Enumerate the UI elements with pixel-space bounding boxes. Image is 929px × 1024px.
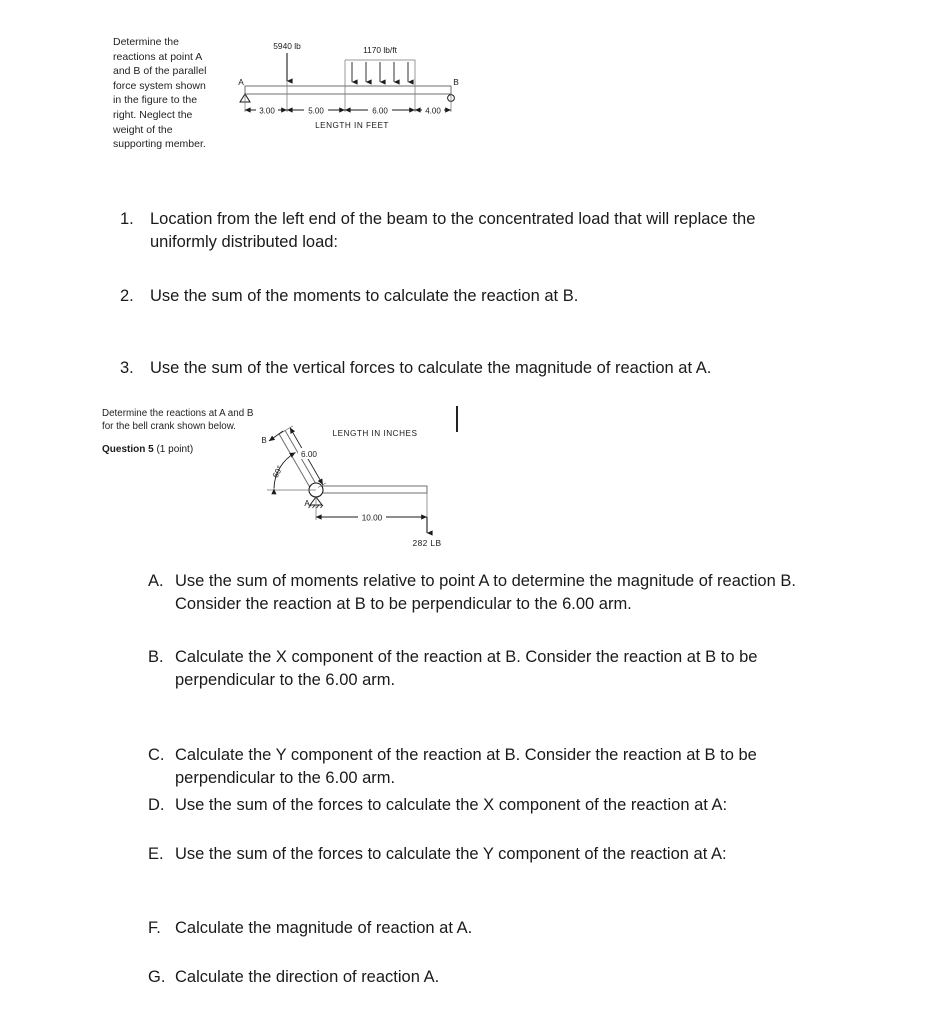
question-item-2 — [120, 285, 880, 308]
problem-2-prompt-text: Determine the reactions at A and B for the bell crank shown below. — [102, 408, 254, 433]
point-b-label: B — [261, 436, 267, 445]
question-3-text: Use the sum of the vertical forces to calculate the magnitude of reaction at A. — [150, 359, 712, 377]
problem-1-section — [0, 0, 929, 175]
question-item-3 — [120, 357, 860, 380]
beam-member — [245, 86, 451, 94]
beam-diagram-figure — [232, 36, 482, 136]
question-item-1 — [120, 208, 800, 254]
question-c-number: C. — [148, 746, 165, 764]
question-a-text: Use the sum of moments relative to point A to determine the magnitude of reaction B. Consider the reaction at B to be perpendicular to the 6.00 arm. — [175, 572, 796, 613]
question-2-number: 2. — [120, 287, 134, 305]
distributed-load-label: 1170 lb/ft — [363, 45, 397, 55]
question-f-text: Calculate the magnitude of reaction at A. — [175, 919, 473, 937]
question-d-number: D. — [148, 796, 165, 814]
question-e-text: Use the sum of the forces to calculate the Y component of the reaction at A: — [175, 845, 727, 863]
question-5-header — [102, 444, 193, 455]
dimension-label-1: 3.00 — [259, 106, 275, 116]
dimension-label-3: 6.00 — [372, 106, 388, 116]
question-item-a — [148, 570, 838, 616]
question-b-text: Calculate the X component of the reaction at B. Consider the reaction at B to be perpendicular to the 6.00 arm. — [175, 648, 758, 689]
question-item-g — [148, 966, 848, 989]
support-a-label: A — [238, 77, 244, 87]
question-e-number: E. — [148, 845, 164, 863]
point-a-label: A — [304, 499, 310, 508]
question-g-number: G. — [148, 968, 166, 986]
support-b-label: B — [453, 77, 459, 87]
point-load-label: 5940 lb — [273, 41, 301, 51]
question-a-number: A. — [148, 572, 164, 590]
question-5-points: (1 point) — [153, 444, 194, 455]
question-item-d — [148, 794, 868, 817]
question-d-text: Use the sum of the forces to calculate the X component of the reaction at A: — [175, 796, 728, 814]
horizontal-arm-member — [315, 486, 427, 493]
question-b-number: B. — [148, 648, 164, 666]
question-item-e — [148, 843, 868, 866]
question-2-text: Use the sum of the moments to calculate the reaction at B. — [150, 287, 579, 305]
question-5-title: Question 5 — [102, 444, 154, 455]
applied-load-label: 282 LB — [412, 538, 442, 548]
crank-figure-caption: LENGTH IN INCHES — [332, 429, 418, 438]
beam-figure-caption: LENGTH IN FEET — [315, 121, 389, 130]
distributed-load-arrows — [352, 62, 408, 82]
dimension-label-4: 4.00 — [425, 106, 441, 116]
question-g-text: Calculate the direction of reaction A. — [175, 968, 440, 986]
horizontal-length-label: 10.00 — [361, 513, 383, 523]
question-1-number: 1. — [120, 210, 134, 228]
question-item-b — [148, 646, 828, 692]
dimension-label-2: 5.00 — [308, 106, 324, 116]
question-f-number: F. — [148, 919, 161, 937]
question-1-text: Location from the left end of the beam to the concentrated load that will replace the uniformly distributed load: — [150, 210, 756, 251]
question-item-f — [148, 917, 848, 940]
problem-2-section — [0, 400, 929, 550]
arm-length-label: 6.00 — [301, 450, 317, 459]
angle-label: 60° — [270, 464, 285, 480]
text-cursor-caret — [456, 406, 458, 432]
question-item-c — [148, 744, 828, 790]
bell-crank-diagram-figure — [250, 410, 470, 550]
question-3-number: 3. — [120, 359, 134, 377]
question-c-text: Calculate the Y component of the reaction at B. Consider the reaction at B to be perpendicular to the 6.00 arm. — [175, 746, 757, 787]
problem-1-prompt-text: Determine the reactions at point A and B of the parallel force system shown in the figure to the right. Neglect the weight of the supporting member. — [113, 36, 207, 151]
